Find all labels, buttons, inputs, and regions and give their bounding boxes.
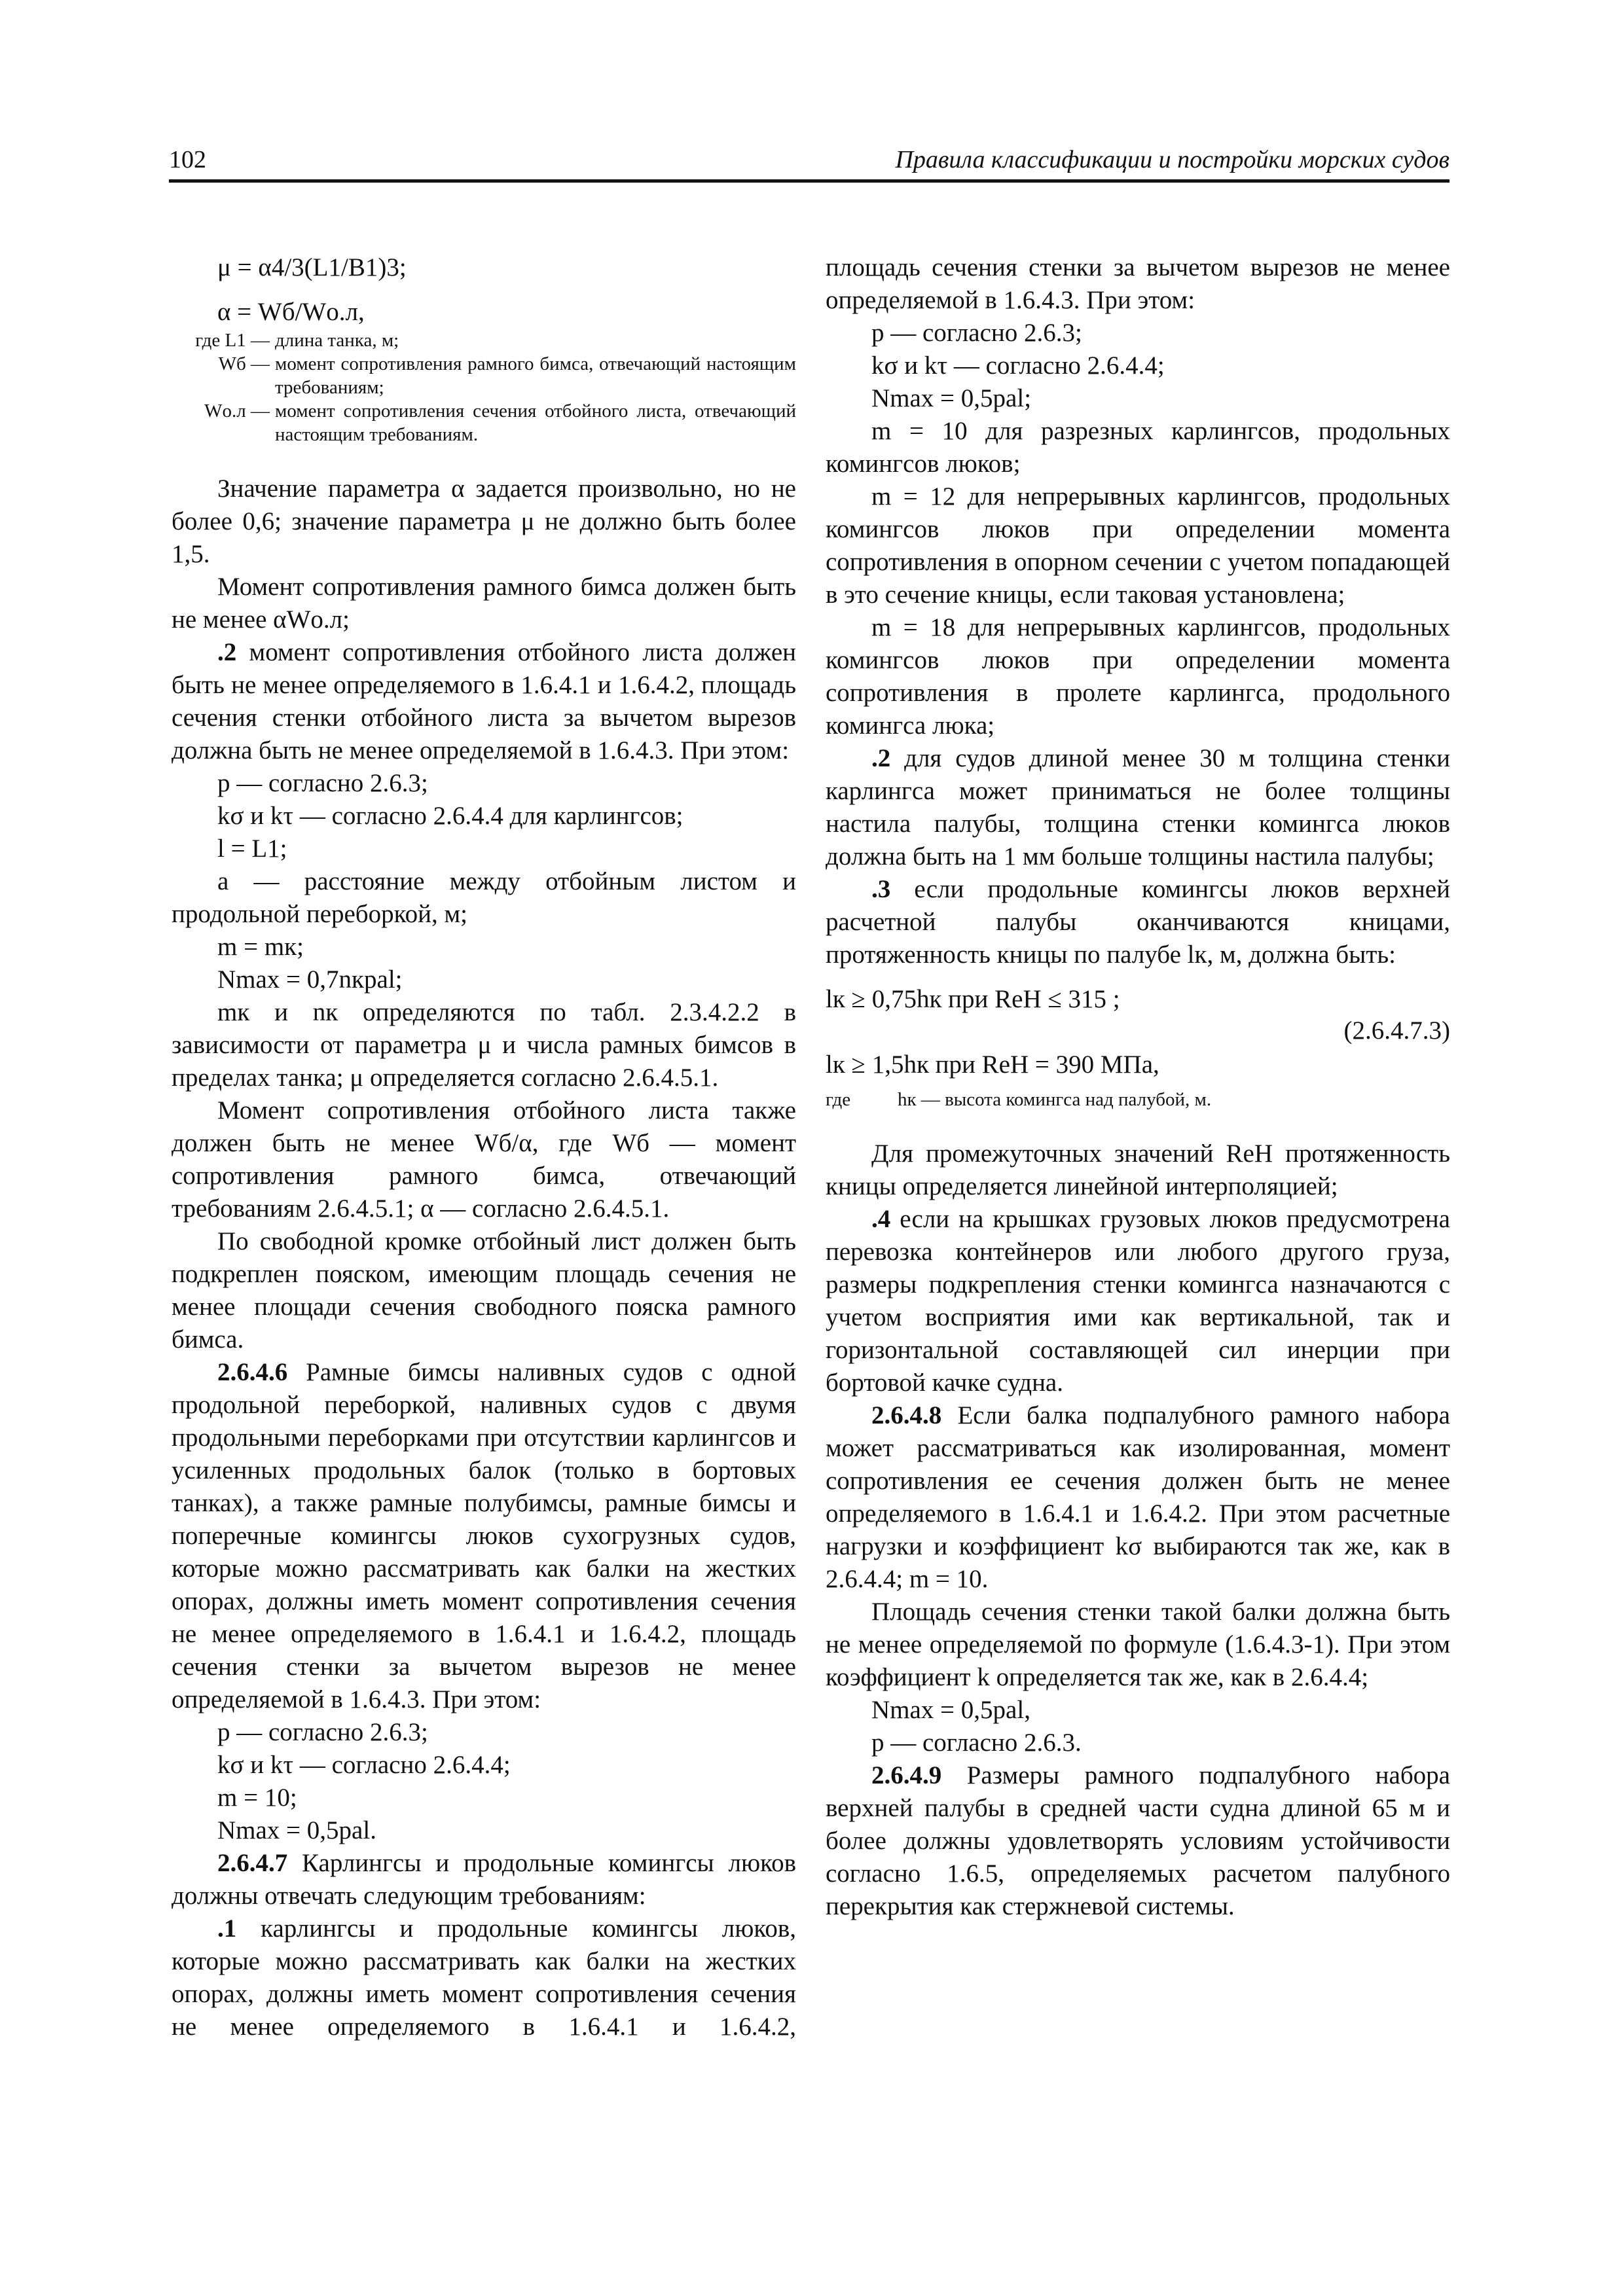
paragraph: p — согласно 2.6.3; bbox=[217, 1718, 428, 1746]
alpha-formula: α = Wб/Wо.л, bbox=[217, 298, 365, 326]
paragraph: .2 для судов длиной менее 30 м толщина стенки карлингса может приниматься не более толщины настила палубы, толщина стенки комингса люков должна быть на 1 мм больше толщины настила палубы; bbox=[826, 744, 1450, 870]
paragraph: Nmax = 0,7nкpal; bbox=[217, 965, 403, 994]
paragraph: Nmax = 0,5pal, bbox=[871, 1696, 1030, 1724]
paragraph: Значение параметра α задается произвольно, но не более 0,6; значение параметра μ не должно быть более 1,5. bbox=[172, 475, 796, 568]
paragraph: .1 карлингсы и продольные комингсы люков, которые можно рассматривать как балки на жестких опорах, должны иметь момент сопротивления сечения не менее определяемого в 1.6.4.1 и 1.6.4.2, bbox=[172, 1914, 796, 2041]
paragraph: mк и nк определяются по табл. 2.3.4.2.2 в зависимости от параметра μ и числа рамных бимсов в пределах танка; μ определяется согласно 2.6.4.5.1. bbox=[172, 998, 796, 1092]
paragraph: Момент сопротивления отбойного листа также должен быть не менее Wб/α, где Wб — момент сопротивления рамного бимса, отвечающий требованиям 2.6.4.5.1; α — согласно 2.6.4.5.1. bbox=[172, 1096, 796, 1223]
paragraph: l = L1; bbox=[217, 834, 287, 863]
paragraph: .4 если на крышках грузовых люков предусмотрена перевозка контейнеров или любого другого груза, размеры подкрепления стенки комингса назначаются с учетом восприятия ими как вертикальной, так и горизонтальной составляющей сил инерции при бортовой качке судна. bbox=[826, 1205, 1450, 1397]
paragraph: m = 18 для непрерывных карлингсов, продольных комингсов люков при определении момента сопротивления в пролете карлингса, продольного комингса люка; bbox=[826, 613, 1450, 740]
paragraph: Момент сопротивления рамного бимса должен быть не менее αWо.л; bbox=[172, 573, 796, 634]
page-number: 102 bbox=[169, 146, 206, 173]
paragraph: a — расстояние между отбойным листом и продольной переборкой, м; bbox=[172, 867, 796, 928]
where-block bbox=[172, 329, 796, 446]
where-item: где hк — высота комингса над палубой, м. bbox=[826, 1089, 1212, 1110]
paragraph: kσ и kτ — согласно 2.6.4.4; bbox=[217, 1751, 511, 1779]
paragraph: Для промежуточных значений ReH протяженность кницы определяется линейной интерполяцией; bbox=[826, 1139, 1450, 1200]
mu-formula: μ = α4/3(L1/B1)3; bbox=[217, 253, 407, 281]
paragraph: Площадь сечения стенки такой балки должна быть не менее определяемой по формуле (1.6.4.3-1). При этом коэффициент k определяется так же, как в 2.6.4.4; bbox=[826, 1598, 1450, 1691]
paragraph: m = 10 для разрезных карлингсов, продольных комингсов люков; bbox=[826, 417, 1450, 478]
paragraph: kσ и kτ — согласно 2.6.4.4 для карлингсов; bbox=[217, 802, 684, 830]
paragraph: m = mк; bbox=[217, 933, 304, 961]
paragraph: .2 момент сопротивления отбойного листа должен быть не менее определяемого в 1.6.4.1 и 1.6.4.2, площадь сечения стенки отбойного листа за вычетом вырезов должна быть не менее определяемой в 1.6.4.3. При этом: bbox=[172, 638, 796, 764]
paragraph: m = 12 для непрерывных карлингсов, продольных комингсов люков при определении момента сопротивления в опорном сечении с учетом попадающей в это сечение кницы, если таковая установлена; bbox=[826, 482, 1450, 609]
paragraph: Nmax = 0,5pal. bbox=[217, 1816, 376, 1844]
paragraph: kσ и kτ — согласно 2.6.4.4; bbox=[871, 351, 1165, 380]
running-title: Правила классификации и постройки морских судов bbox=[895, 146, 1450, 173]
paragraph: 2.6.4.6 Рамные бимсы наливных судов с одной продольной переборкой, наливных судов с двумя продольными переборками при отсутствии карлингсов и усиленных продольных балок (только в бортовых танках), а также рамные полубимсы, рамные бимсы и поперечные комингсы люков сухогрузных судов, которые можно рассматривать как балки на жестких опорах, должны иметь момент сопротивления сечения не менее определяемого в 1.6.4.1 и 1.6.4.2, площадь сечения стенки за вычетом вырезов не менее определяемой в 1.6.4.3. При этом: bbox=[172, 1358, 796, 1713]
left-column bbox=[172, 251, 796, 2043]
paragraph: 2.6.4.9 Размеры рамного подпалубного набора верхней палубы в средней части судна длиной 65 м и более должны удовлетворять условиям устойчивости согласно 1.6.5, определяемых расчетом палубного перекрытия как стержневой системы. bbox=[826, 1761, 1450, 1920]
paragraph: 2.6.4.8 Если балка подпалубного рамного набора может рассматриваться как изолированная, момент сопротивления ее сечения должен быть не менее определяемого в 1.6.4.1 и 1.6.4.2. При этом расчетные нагрузки и коэффициент kσ выбираются так же, как в 2.6.4.4; m = 10. bbox=[826, 1401, 1450, 1593]
paragraph: Nmax = 0,5pal; bbox=[871, 384, 1032, 412]
paragraph: 2.6.4.7 Карлингсы и продольные комингсы люков должны отвечать следующим требованиям: bbox=[172, 1849, 796, 1910]
paragraph: .3 если продольные комингсы люков верхней расчетной палубы оканчиваются кницами, протяженность кницы по палубе lк, м, должна быть: bbox=[826, 875, 1450, 969]
paragraph: p — согласно 2.6.3. bbox=[871, 1729, 1082, 1757]
equation-line-1: lк ≥ 0,75hк при ReH ≤ 315 ; bbox=[826, 985, 1120, 1013]
paragraph: m = 10; bbox=[217, 1784, 297, 1812]
where-item: Wб — момент сопротивления рамного бимса, отвечающий настоящим требованиям; bbox=[218, 353, 796, 398]
paragraph: По свободной кромке отбойный лист должен быть подкреплен пояском, имеющим площадь сечения не менее площади сечения свободного пояска рамного бимса. bbox=[172, 1227, 796, 1354]
paragraph: площадь сечения стенки за вычетом вырезов не менее определяемой в 1.6.4.3. При этом: bbox=[826, 253, 1450, 314]
right-column bbox=[826, 251, 1450, 1923]
page-header bbox=[169, 140, 1450, 183]
where-item: где L1 — длина танка, м; bbox=[195, 330, 399, 351]
equation-number-row bbox=[826, 1016, 1450, 1049]
paragraph: p — согласно 2.6.3; bbox=[871, 319, 1082, 347]
where-item: Wо.л — момент сопротивления сечения отбойного листа, отвечающий настоящим требованиям. bbox=[204, 401, 796, 445]
equation-number: (2.6.4.7.3) bbox=[1343, 1016, 1450, 1045]
equation-line-2: lк ≥ 1,5hк при ReH = 390 МПа, bbox=[826, 1050, 1159, 1079]
paragraph: p — согласно 2.6.3; bbox=[217, 769, 428, 797]
